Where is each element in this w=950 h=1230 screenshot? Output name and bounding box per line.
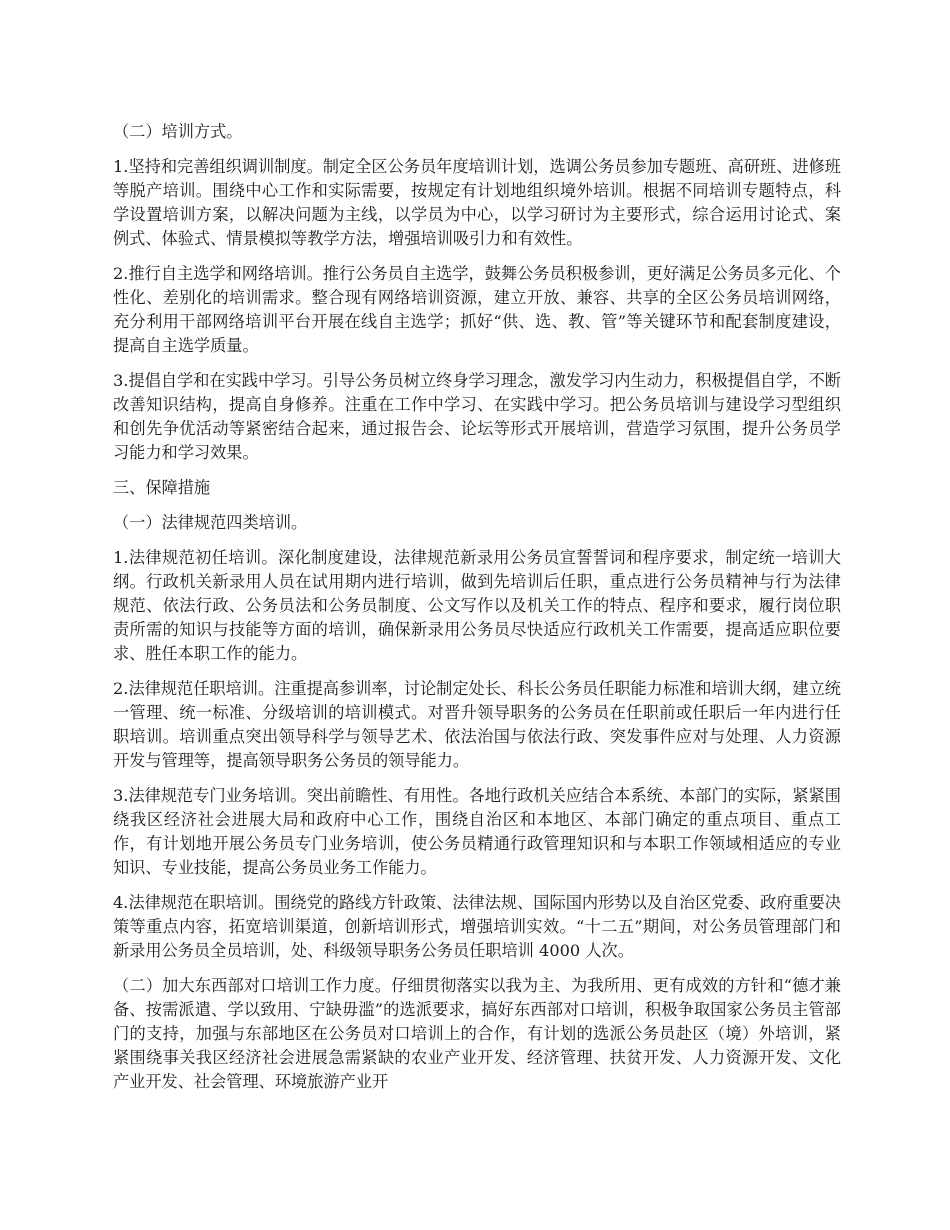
- paragraph-subheading-four-types-training: （一）法律规范四类培训。: [113, 513, 308, 532]
- paragraph-section-heading-safeguards: 三、保障措施: [113, 478, 211, 497]
- paragraph-item-4-in-service-training: 4.法律规范在职培训。围绕党的路线方针政策、法律法规、国际国内形势以及自治区党委、政府重要决策等重点内容，拓宽培训渠道，创新培训形式，增强培训实效。“十二五”期间，对公务员管理部门和新录用公务员全员培训，处、科级领导职务公务员任职培训 4000 人次。: [113, 893, 841, 960]
- document-body: [113, 120, 841, 1105]
- paragraph-item-2-appointment-training: 2.法律规范任职培训。注重提高参训率，讨论制定处长、科长公务员任职能力标准和培训大纲，建立统一管理、统一标准、分级培训的培训模式。对晋升领导职务的公务员在任职前或任职后一年内进行任职培训。培训重点突出领导科学与领导艺术、依法治国与依法行政、突发事件应对与处理、人力资源开发与管理等，提高领导职务公务员的领导能力。: [113, 679, 841, 770]
- paragraph-item-3-self-study: 3.提倡自学和在实践中学习。引导公务员树立终身学习理念，激发学习内生动力，积极提倡自学，不断改善知识结构，提高自身修养。注重在工作中学习、在实践中学习。把公务员培训与建设学习型组织和创先争优活动等紧密结合起来，通过报告会、论坛等形式开展培训，营造学习氛围，提升公务员学习能力和学习效果。: [113, 371, 841, 462]
- paragraph-item-1-initial-training: 1.法律规范初任培训。深化制度建设，法律规范新录用公务员宣誓誓词和程序要求，制定统一培训大纲。行政机关新录用人员在试用期内进行培训，做到先培训后任职，重点进行公务员精神与行为法律规范、依法行政、公务员法和公务员制度、公文写作以及机关工作的特点、程序和要求，履行岗位职责所需的知识与技能等方面的培训，确保新录用公务员尽快适应行政机关工作需要，提高适应职位要求、胜任本职工作的能力。: [113, 548, 841, 663]
- paragraph-east-west-training: （二）加大东西部对口培训工作力度。仔细贯彻落实以我为主、为我所用、更有成效的方针和“德才兼备、按需派遣、学以致用、宁缺毋滥”的选派要求，搞好东西部对口培训，积极争取国家公务员主管部门的支持，加强与东部地区在公务员对口培训上的合作，有计划的选派公务员赴区（境）外培训，紧紧围绕事关我区经济社会进展急需紧缺的农业产业开发、经济管理、扶贫开发、人力资源开发、文化产业开发、社会管理、环境旅游产业开: [113, 976, 841, 1091]
- paragraph-section-heading-training-methods: （二）培训方式。: [113, 122, 243, 141]
- paragraph-item-2-self-selected-learning: 2.推行自主选学和网络培训。推行公务员自主选学，鼓舞公务员积极参训，更好满足公务员多元化、个性化、差别化的培训需求。整合现有网络培训资源，建立开放、兼容、共享的全区公务员培训网络，充分利用干部网络培训平台开展在线自主选学；抓好“供、选、教、管”等关键环节和配套制度建设，提高自主选学质量。: [113, 264, 841, 355]
- paragraph-item-3-specialized-training: 3.法律规范专门业务培训。突出前瞻性、有用性。各地行政机关应结合本系统、本部门的实际，紧紧围绕我区经济社会进展大局和政府中心工作，围绕自治区和本地区、本部门确定的重点项目、重点工作，有计划地开展公务员专门业务培训，使公务员精通行政管理知识和与本职工作领域相适应的专业知识、专业技能，提高公务员业务工作能力。: [113, 786, 841, 877]
- paragraph-item-1-organized-training: 1.坚持和完善组织调训制度。制定全区公务员年度培训计划，选调公务员参加专题班、高研班、进修班等脱产培训。围绕中心工作和实际需要，按规定有计划地组织境外培训。根据不同培训专题特点，科学设置培训方案，以解决问题为主线，以学员为中心，以学习研讨为主要形式，综合运用讨论式、案例式、体验式、情景模拟等教学方法，增强培训吸引力和有效性。: [113, 157, 841, 248]
